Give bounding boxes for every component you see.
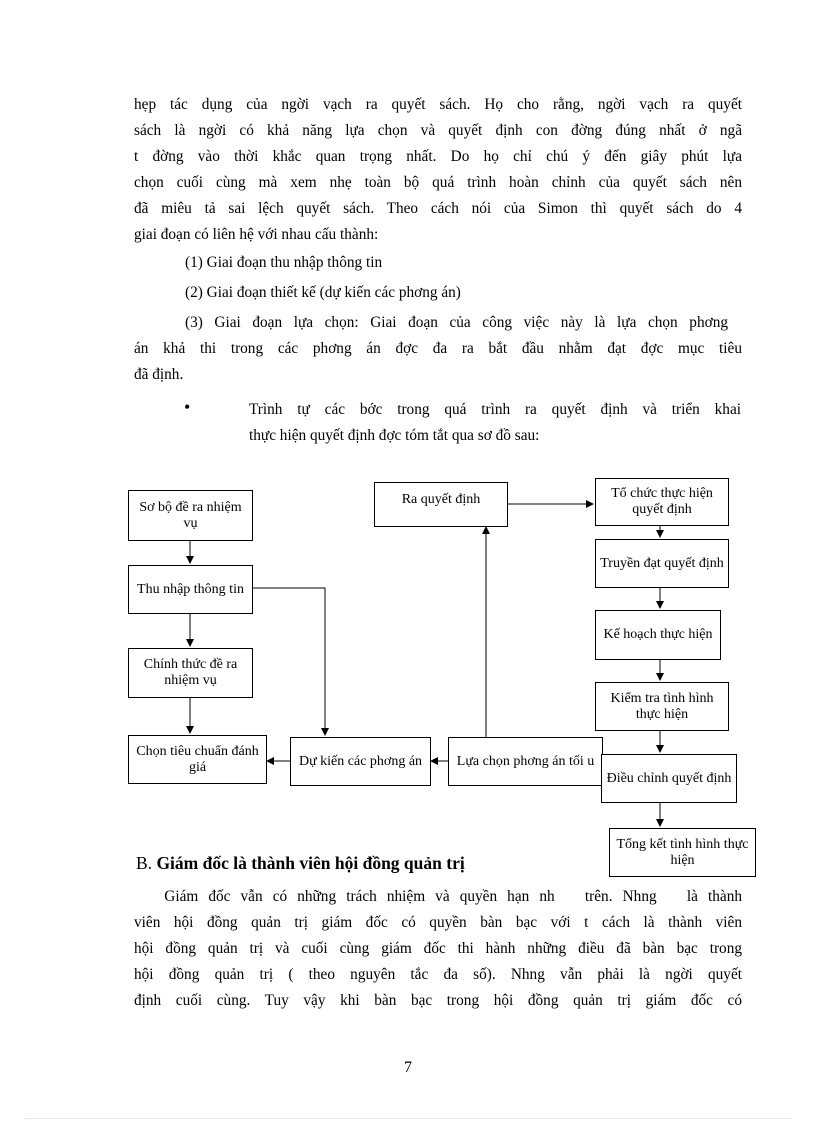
box-ra-quyet-dinh: Ra quyết định (374, 482, 508, 527)
paragraph-1-line-5: đã miêu tả sai lệch quyết sách. Theo cách nói của Simon thì quyết sách do 4 (134, 200, 742, 217)
paragraph-1-line-3: t đờng vào thời khắc quan trọng nhất. Do họ chỉ chú ý đến giây phút lựa (134, 148, 742, 165)
paragraph-2-line-1: Giám đốc vẫn có những trách nhiệm và quyền hạn nh trên. Nhng là thành (134, 888, 742, 905)
stage-3-line-3: đã định. (134, 366, 184, 383)
bullet-line-2: thực hiện quyết định đợc tóm tắt qua sơ đồ sau: (249, 427, 540, 444)
stage-3-line-1: (3) Giai đoạn lựa chọn: Giai đoạn của công việc này là lựa chọn phơng (185, 314, 728, 331)
box-du-kien-cac-phuong-an: Dự kiến các phơng án (290, 737, 431, 786)
bullet-line-1: Trình tự các bớc trong quá trình ra quyết định và triển khai (249, 401, 741, 418)
stage-3-line-2: án khả thi trong các phơng án đợc đa ra bắt đầu nhằm đạt đợc mục tiêu (134, 340, 742, 357)
paragraph-2-line-2: viên hội đồng quản trị giám đốc có quyền bàn bạc với t cách là thành viên (134, 914, 742, 931)
paragraph-2-line-5: định cuối cùng. Tuy vậy khi bàn bạc trong hội đồng quản trị giám đốc có (134, 992, 742, 1009)
section-number: B. (136, 853, 153, 873)
paragraph-1-line-6: giai đoạn có liên hệ với nhau cấu thành: (134, 226, 379, 243)
paragraph-1-line-4: chọn cuối cùng mà xem nhẹ toàn bộ quá trình hoàn chỉnh của quyết sách nên (134, 174, 742, 191)
box-thu-nhap-thong-tin: Thu nhập thông tin (128, 565, 253, 614)
box-chinh-thuc-de-ra-nhiem-vu: Chính thức đề ra nhiệm vụ (128, 648, 253, 698)
box-kiem-tra-tinh-hinh: Kiểm tra tình hình thực hiện (595, 682, 729, 731)
box-ke-hoach-thuc-hien: Kế hoạch thực hiện (595, 610, 721, 660)
box-dieu-chinh-quyet-dinh: Điều chỉnh quyết định (601, 754, 737, 803)
paragraph-1-line-2: sách là ngời có khả năng lựa chọn và quyết định con đờng đúng nhất ở ngã (134, 122, 742, 139)
stage-1: (1) Giai đoạn thu nhập thông tin (185, 254, 383, 271)
stage-2: (2) Giai đoạn thiết kế (dự kiến các phơng án) (185, 284, 461, 301)
box-tong-ket-tinh-hinh: Tổng kết tình hình thực hiện (609, 828, 756, 877)
section-title: Giám đốc là thành viên hội đồng quản trị (156, 853, 465, 873)
bullet-icon: • (184, 397, 191, 417)
paragraph-1-line-1: hẹp tác dụng của ngời vạch ra quyết sách. Họ cho rằng, ngời vạch ra quyết (134, 96, 742, 113)
box-lua-chon-phuong-an: Lựa chọn phơng án tối u (448, 737, 603, 786)
paragraph-2-line-3: hội đồng quản trị và cuối cùng giám đốc thi hành những điều đã bàn bạc trong (134, 940, 742, 957)
box-to-chuc-thuc-hien: Tổ chức thực hiện quyết định (595, 478, 729, 526)
box-so-bo-de-ra-nhiem-vu: Sơ bộ đề ra nhiệm vụ (128, 490, 253, 541)
section-heading (136, 852, 465, 874)
box-chon-tieu-chuan-danh-gia: Chọn tiêu chuẩn đánh giá (128, 735, 267, 784)
page-number: 7 (404, 1059, 412, 1076)
box-truyen-dat-quyet-dinh: Truyền đạt quyết định (595, 539, 729, 588)
page-bottom-rule (25, 1118, 791, 1119)
paragraph-2-line-4: hội đồng quản trị ( theo nguyên tắc đa số). Nhng vẫn phải là ngời quyết (134, 966, 742, 983)
